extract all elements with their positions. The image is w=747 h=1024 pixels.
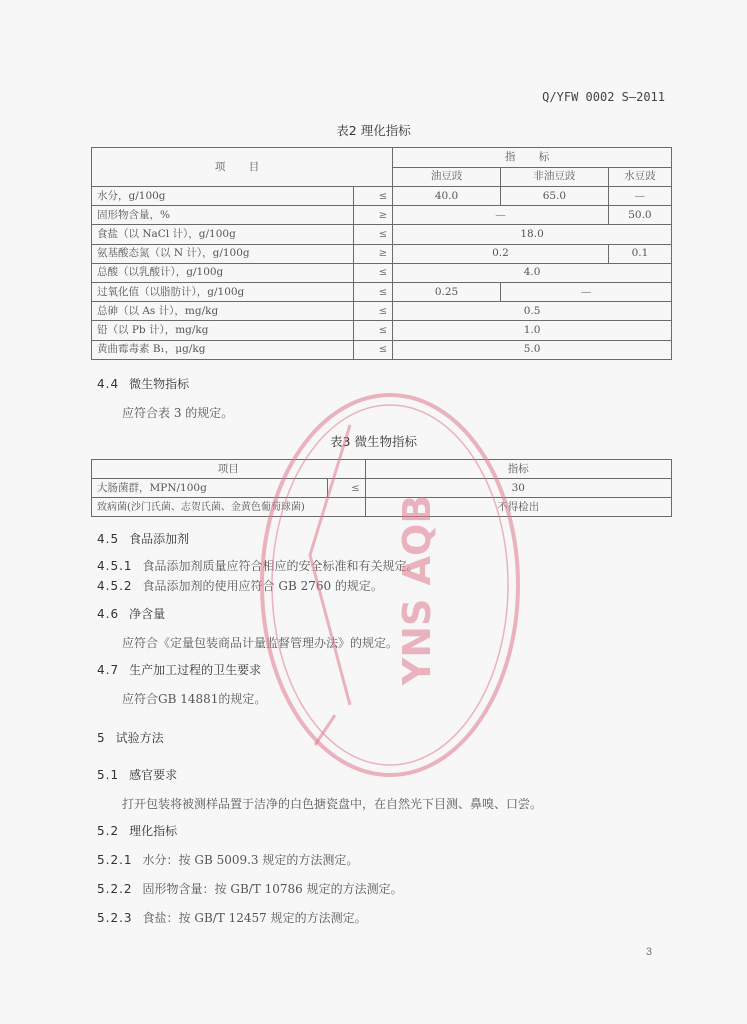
table-cell-symbol: ≤ [353, 263, 392, 282]
section-text: 食品添加剂质量应符合相应的安全标准和有关规定。 [142, 559, 419, 573]
table-row [92, 340, 672, 359]
section-4-7-text: 应符合GB 14881的规定。 [122, 692, 267, 706]
table2-title: 表2 理化指标 [336, 123, 411, 138]
table2-subheader: 非油豆豉 [500, 167, 608, 187]
table-row [92, 187, 672, 206]
table-cell-symbol: ≥ [353, 244, 392, 263]
section-number: 5 [97, 731, 106, 745]
section-title: 微生物指标 [129, 377, 190, 391]
section-4-6 [97, 605, 165, 622]
section-title: 试验方法 [115, 731, 164, 745]
section-number: 4.7 [97, 663, 120, 677]
section-4-5-1 [97, 557, 419, 574]
table-row [92, 479, 672, 498]
section-title: 理化指标 [129, 824, 178, 838]
page-number: 3 [645, 946, 652, 958]
section-number: 5.2.3 [97, 911, 133, 925]
table-cell-value: — [500, 282, 671, 301]
section-text: 水分：按 GB 5009.3 规定的方法测定。 [142, 853, 359, 867]
section-title: 净含量 [129, 607, 166, 621]
section-title: 生产加工过程的卫生要求 [129, 663, 262, 677]
table-row [92, 282, 672, 301]
section-title: 感官要求 [129, 768, 178, 782]
section-number: 4.5.2 [97, 579, 133, 593]
table-cell-value: 40.0 [393, 187, 501, 206]
table-cell-symbol: ≤ [353, 302, 392, 321]
table2 [91, 147, 672, 360]
section-text: 食品添加剂的使用应符合 GB 2760 的规定。 [142, 579, 383, 593]
table-row [92, 225, 672, 244]
section-number: 5.2 [97, 824, 120, 838]
table-cell-value: 50.0 [608, 206, 671, 225]
standard-number: Q/YFW 0002 S—2011 [542, 90, 665, 104]
table-row [92, 321, 672, 340]
table-row [92, 206, 672, 225]
table3-title: 表3 微生物指标 [330, 434, 417, 449]
section-number: 5.1 [97, 768, 120, 782]
table-cell-item: 致病菌(沙门氏菌、志贺氏菌、金黄色葡萄球菌) [92, 498, 366, 517]
table-row [92, 302, 672, 321]
table-cell-item: 总砷（以 As 计），mg/kg [92, 302, 354, 321]
section-number: 5.2.2 [97, 882, 133, 896]
table-cell-value: — [608, 187, 671, 206]
table-cell-value: 5.0 [393, 340, 672, 359]
section-5-1-text: 打开包装将被测样品置于洁净的白色搪瓷盘中，在自然光下目测、鼻嗅、口尝。 [122, 797, 543, 811]
table2-subheader: 油豆豉 [393, 167, 501, 187]
table3-header-index: 指标 [365, 460, 671, 479]
section-5-2 [97, 822, 177, 839]
section-5-2-2 [97, 880, 403, 897]
table-cell-value: 65.0 [500, 187, 608, 206]
table3 [91, 459, 672, 517]
table-cell-item: 食盐（以 NaCl 计），g/100g [92, 225, 354, 244]
table-row [92, 263, 672, 282]
section-title: 食品添加剂 [129, 532, 190, 546]
table-cell-value: 30 [365, 479, 671, 498]
table2-header-item: 项 目 [92, 148, 393, 187]
stamp-text: YNS AQB [395, 494, 439, 686]
section-number: 4.5.1 [97, 559, 133, 573]
section-text: 固形物含量：按 GB/T 10786 规定的方法测定。 [142, 882, 403, 896]
section-number: 4.5 [97, 532, 120, 546]
table-cell-symbol: ≤ [353, 187, 392, 206]
table-row [92, 244, 672, 263]
table-cell-symbol: ≥ [353, 206, 392, 225]
table-row [92, 498, 672, 517]
table-cell-value: 0.2 [393, 244, 609, 263]
table-cell-value: 18.0 [393, 225, 672, 244]
table-cell-symbol: ≤ [353, 340, 392, 359]
section-5-2-1 [97, 851, 358, 868]
section-number: 4.4 [97, 377, 120, 391]
table-cell-value: 4.0 [393, 263, 672, 282]
table-cell-item: 黄曲霉毒素 B₁，μg/kg [92, 340, 354, 359]
table-cell-item: 水分，g/100g [92, 187, 354, 206]
section-4-4 [97, 375, 189, 392]
section-5-1 [97, 766, 177, 783]
table-cell-item: 总酸（以乳酸计），g/100g [92, 263, 354, 282]
section-number: 4.6 [97, 607, 120, 621]
table3-header-item: 项目 [92, 460, 366, 479]
table-cell-item: 氨基酸态氮（以 N 计），g/100g [92, 244, 354, 263]
table-cell-value: 0.5 [393, 302, 672, 321]
section-4-5-2 [97, 577, 383, 594]
table-cell-symbol: ≤ [353, 321, 392, 340]
table-cell-item: 固形物含量，% [92, 206, 354, 225]
table-cell-item: 过氧化值（以脂肪计），g/100g [92, 282, 354, 301]
section-number: 5.2.1 [97, 853, 133, 867]
section-5 [97, 729, 164, 746]
table-cell-value: 不得检出 [365, 498, 671, 517]
table-cell-value: 0.1 [608, 244, 671, 263]
table-cell-item: 大肠菌群，MPN/100g [92, 479, 328, 498]
table-cell-symbol: ≤ [353, 282, 392, 301]
table2-header-index: 指 标 [393, 148, 672, 168]
section-4-4-text: 应符合表 3 的规定。 [122, 406, 234, 420]
table-cell-value: — [393, 206, 609, 225]
table-cell-item: 铅（以 Pb 计），mg/kg [92, 321, 354, 340]
table-cell-symbol: ≤ [327, 479, 365, 498]
table2-subheader: 水豆豉 [608, 167, 671, 187]
section-4-6-text: 应符合《定量包装商品计量监督管理办法》的规定。 [122, 636, 399, 650]
section-5-2-3 [97, 909, 367, 926]
table-cell-value: 0.25 [393, 282, 501, 301]
section-4-5 [97, 530, 189, 547]
table-cell-value: 1.0 [393, 321, 672, 340]
section-text: 食盐：按 GB/T 12457 规定的方法测定。 [142, 911, 367, 925]
table-cell-symbol: ≤ [353, 225, 392, 244]
section-4-7 [97, 661, 261, 678]
